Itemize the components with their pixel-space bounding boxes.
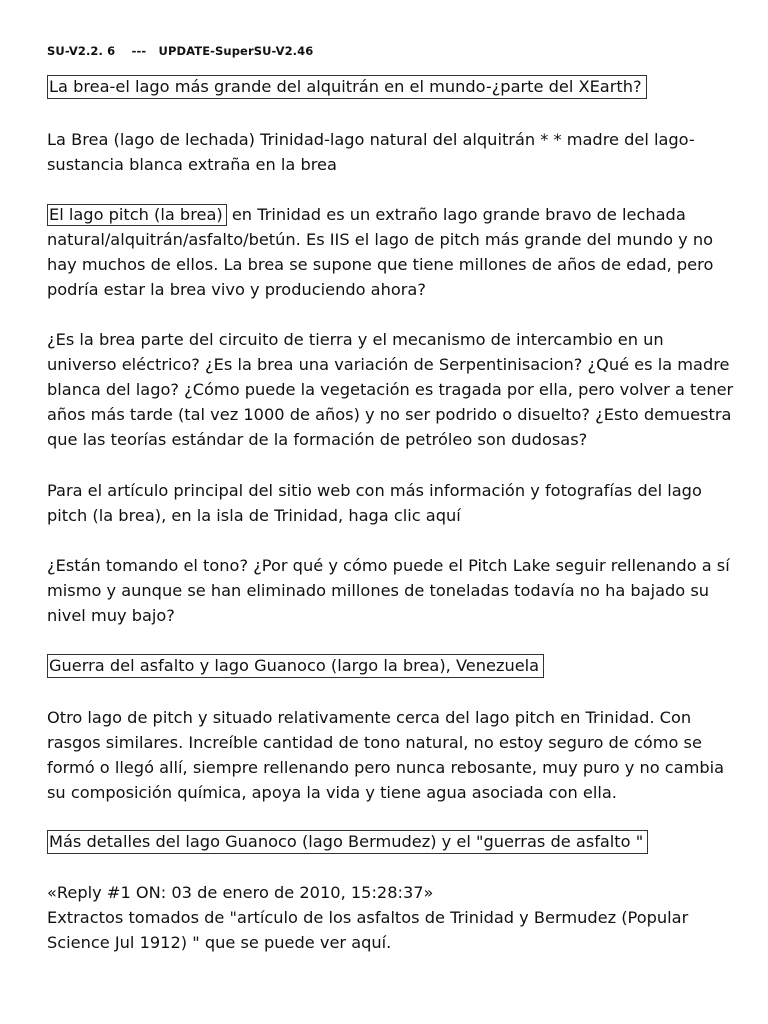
page-header: SU-V2.2. 6 --- UPDATE-SuperSU-V2.46 [47,44,314,58]
extract-paragraph: Extractos tomados de "artículo de los asfaltos de Trinidad y Bermudez (Popular Science Jul 1912) " que se puede ver aquí. [47,908,689,952]
main-article-paragraph: Para el artículo principal del sitio web con más información y fotografías del lago pitch (la brea), en la isla de Trinidad, haga clic aquí [47,481,702,525]
title-link[interactable]: La brea-el lago más grande del alquitrán en el mundo-¿parte del XEarth? [47,75,647,99]
pitch-lake-paragraph-text: en Trinidad es un extraño lago grande bravo de lechada natural/alquitrán/asfalto/betún. Es IIS el lago de pitch más grande del mundo y no hay muchos de ellos. La brea se supone que tiene millones de años de edad, pero podría estar la brea vivo y produciendo ahora? [47,205,714,299]
bermudez-details-link[interactable]: Más detalles del lago Guanoco (lago Bermudez) y el "guerras de asfalto " [47,830,648,854]
questions-paragraph: ¿Es la brea parte del circuito de tierra y el mecanismo de intercambio en un universo eléctrico? ¿Es la brea una variación de Serpentinisacion? ¿Qué es la madre blanca del lago? ¿Cómo puede la vegetación es tragada por ella, pero volver a tener años más tarde (tal vez 1000 de años) y no ser podrido o disuelto? ¿Esto demuestra que las teorías estándar de la formación de petróleo son dudosas? [47,330,734,449]
guanoco-war-link[interactable]: Guerra del asfalto y lago Guanoco (largo la brea), Venezuela [47,654,544,678]
pitch-lake-paragraph [47,202,737,302]
intro-paragraph: La Brea (lago de lechada) Trinidad-lago natural del alquitrán * * madre del lago-sustancia blanca extraña en la brea [47,130,695,174]
pitch-lake-link[interactable]: El lago pitch (la brea) [47,204,227,226]
tone-paragraph: ¿Están tomando el tono? ¿Por qué y cómo puede el Pitch Lake seguir rellenando a sí mismo y aunque se han eliminado millones de toneladas todavía no ha bajado su nivel muy bajo? [47,556,730,625]
reply-header: «Reply #1 ON: 03 de enero de 2010, 15:28:37» [47,883,434,902]
guanoco-paragraph: Otro lago de pitch y situado relativamente cerca del lago pitch en Trinidad. Con rasgos similares. Increíble cantidad de tono natural, no estoy seguro de cómo se formó o llegó allí, siempre rellenando pero nunca rebosante, muy puro y no cambia su composición química, apoya la vida y tiene agua asociada con ella. [47,708,725,802]
